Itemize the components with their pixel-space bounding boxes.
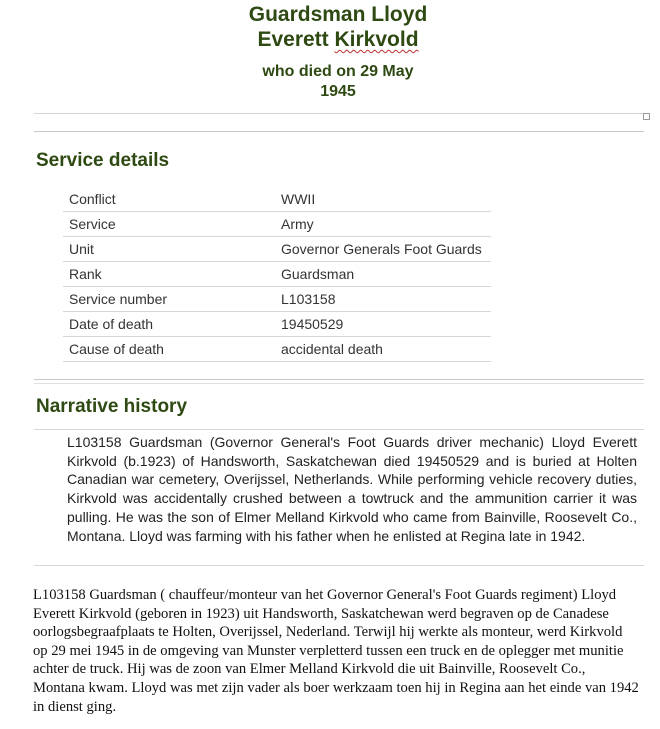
details-label: Unit (63, 237, 275, 262)
details-row (63, 337, 491, 362)
details-row (63, 262, 491, 287)
details-value: accidental death (275, 337, 491, 362)
details-value: Governor Generals Foot Guards (275, 237, 491, 262)
resize-handle-icon[interactable] (643, 113, 650, 120)
details-label: Service (63, 212, 275, 237)
divider (34, 113, 644, 114)
details-row (63, 187, 491, 212)
details-value: Guardsman (275, 262, 491, 287)
service-details-table (63, 187, 491, 362)
details-row (63, 212, 491, 237)
details-value: WWII (275, 187, 491, 212)
title-name-part: Everett (257, 28, 335, 51)
details-row (63, 287, 491, 312)
details-row (63, 237, 491, 262)
details-label: Service number (63, 287, 275, 312)
divider (34, 131, 644, 132)
title-line-2 (0, 27, 660, 52)
subtitle-line-1: who died on 29 May (262, 63, 414, 80)
narrative-dutch-paragraph: L103158 Guardsman ( chauffeur/monteur van het Governor General's Foot Guards regiment) Lloyd Everett Kirkvold (geboren in 1923) uit Handsworth, Saskatchewan werd begraven op de Canadese oorlogsbegraafplaats te Holten, Overijssel, Nederland. Terwijl hij werkte als monteur, werd Kirkvold op 29 mei 1945 in de omgeving van Munster verpletterd tussen een truck en de oplegger met munitie achter de truck. Hij was de zoon van Elmer Melland Kirkvold die uit Bainville, Roosevelt Co., Montana kwam. Lloyd was met zijn vader als boer werkzaam toen hij in Regina aan het einde van 1942 in dienst ging. (33, 587, 639, 715)
details-value: 19450529 (275, 312, 491, 337)
subtitle-line-2: 1945 (320, 83, 356, 100)
details-label: Conflict (63, 187, 275, 212)
divider (34, 429, 644, 430)
details-label: Date of death (63, 312, 275, 337)
details-label: Cause of death (63, 337, 275, 362)
details-value: Army (275, 212, 491, 237)
divider (34, 379, 644, 380)
divider (34, 383, 644, 384)
narrative-english-paragraph: L103158 Guardsman (Governor General's Foot Guards driver mechanic) Lloyd Everett Kirkvold (b.1923) of Handsworth, Saskatchewan died 19450529 and is buried at Holten Canadian war cemetery, Overijssel, Netherlands. While performing vehicle recovery duties, Kirkvold was accidentally crushed between a towtruck and the ammunition carrier it was pulling. He was the son of Elmer Melland Kirkvold who came from Bainville, Roosevelt Co., Montana. Lloyd was farming with his father when he enlisted at Regina late in 1942. (67, 434, 637, 544)
spellcheck-underlined-word: Kirkvold (334, 28, 419, 51)
page-subtitle (0, 62, 660, 102)
narrative-history-heading: Narrative history (36, 396, 188, 417)
service-details-heading: Service details (36, 150, 170, 171)
details-value: L103158 (275, 287, 491, 312)
divider (34, 565, 644, 566)
page-title (0, 2, 660, 52)
details-label: Rank (63, 262, 275, 287)
details-row (63, 312, 491, 337)
title-line-1: Guardsman Lloyd (248, 3, 428, 26)
